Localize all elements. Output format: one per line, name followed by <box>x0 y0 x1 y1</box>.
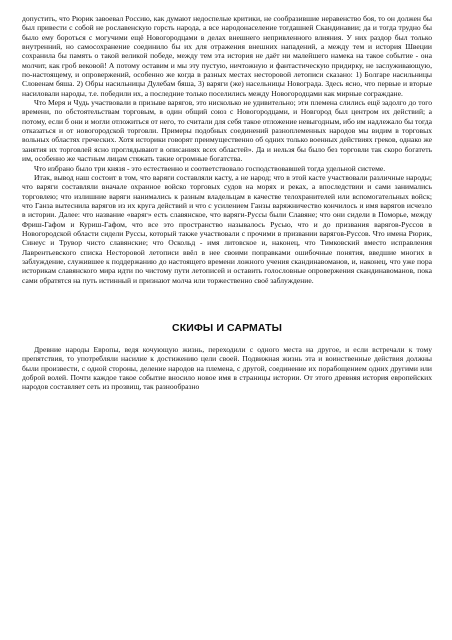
paragraph-1: допустить, что Рюрик завоевал Россию, как думают недоспелые критики, не сообразившие неравенство боя, то он должен бы был привести с собой не рославенскую горсть народа, а все народонаселение тогдашней Скандинавии; да и тогда трудно бы было ему бороться с могучими ещё Новогородцами в делах внешнего непривленного влияния. У них раздор был только внутренний, но самосохранение соединило бы их для отражения внешних нападений, а между тем и история Швеции сохранила бы память о такой великой победе, между тем эта история не даёт ни малейшего намека на такое событие - она молчит, как гроб вековой! А потому оставим и мы эту пустую, ничтожную и фантастическую придирку, не заслуживающую, по-настоящему, и опровержений, особенно же когда в разных местах несторовой летописи сказано: 1) Болгаре насильницы Словенам бяша. 2) Обры насильницы Дулебам бяша, 3) варяги (же) насельницы Новограда. Здесь ясно, что первые и вторые насиловали народы, т.е. победили их, а последние только поселились между Новогородцами как мирные сограждане. <box>22 14 432 98</box>
paragraph-4: Итак, вывод наш состоит в том, что варяги составляли касту, а не народ; что в этой касте участвовали различные народы; что варяги составляли вначале охранное войско торговых судов на морях и реках, а впоследствии и сами занимались торговлею; что излишние варяги нанимались к разным владельцам в качестве телохранителей или вспомогательных войск; что Ганза вытеснила варягов из их круга действий и что с усилением Ганзы варяжничество кончилось и имя варягов исчезло в истории. Далее: что название «варяг» есть славянское, что варяги-Руссы были Славяне; что они сидели в Поморье, между Фриш-Гафом и Куриш-Гафом, что все это пространство называлось Русью, что и до призвания варягов-Руссов в Новогородской области сидели Руссы, который также участвовали с прочими в призвании варягов-Руссов. Что имена Рюрик, Синеус и Трувор чисто славянские; что Оскольд - имя литовское и, наконец, что Тимковский вместо исправления Лаврентьевского списка Несторовой летописи ввёл в нее своими поправками ошибочные понятия, введшие многих в заблуждение, служившее к поддержанию до настоящего времени ложного учения скандинавоманов, и, наконец, что уже пора историкам славянского мира идти по чистому пути летописей и оставить голословные опровержения скандинавоманов, пока сами обратятся на путь истинный и признают молча или торжественно своё заблуждение. <box>22 172 432 285</box>
paragraph-5: Древние народы Европы, ведя кочующую жизнь, переходили с одного места на другое, и если встречали к тому препятствия, то употребляли насилие к достижению цели своей. Подвижная жизнь эта и воинственные действия должны были произвести, с одной стороны, деление народов на племена, с другой, соединение их порабощением одних другими или доброй волей. Почти каждое такое событие вносило новое имя в страницы истории. От этого древняя история европейских народов составляет сеть из прозвищ, так разнообразно <box>22 344 432 392</box>
paragraph-3: Что избрано было три князя - это естественно и соответствовало господствовавшей тогда удельной системе. <box>34 163 386 173</box>
paragraph-2: Что Меря и Чудь участвовали в призыве варягов, это нисколько не удивительно; эти племена слились ещё задолго до того времени, по обстоятельствам торговым, в один общий союз с Новогородцами, и Новгород был центром их действий; а потому, если б они и могли отложиться от него, то считали для себя такое отложение невыгодным, ибо им надлежало бы тогда отказаться и от новогородской торговли. Примеры подобных соединений разноплеменных народов мы видим в торговых вольных областях греческих. Хотя историки говорят преимущественно об одних только военных действиях греков, однако же занятия их торговлей ясно проглядывают в описаниях всех областей». Да и нельзя бы было без торговли так скоро богатеть им, особенно же частным лицам стяжать такие огромные богатства. <box>22 98 432 164</box>
section-heading: СКИФЫ И САРМАТЫ <box>172 321 282 334</box>
document-page <box>22 14 432 392</box>
section-spacer <box>22 285 432 322</box>
